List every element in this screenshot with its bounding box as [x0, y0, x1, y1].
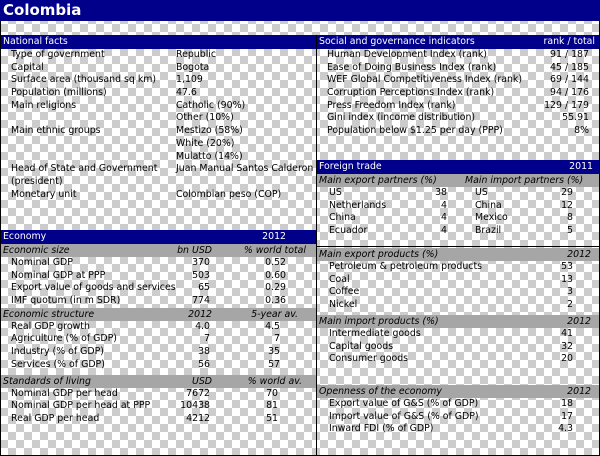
row-label: Nickel	[329, 299, 358, 311]
row-value: White (20%)	[176, 137, 235, 149]
list-item	[1, 388, 316, 401]
list-item	[1, 270, 316, 283]
list-item	[1, 62, 316, 75]
list-item	[317, 423, 599, 436]
row-value: 69 / 144	[550, 74, 589, 86]
row-label: Export value of goods and services	[11, 282, 176, 294]
column-label: 5-year av.	[251, 308, 298, 320]
export-products-label: Main export products (%)	[319, 249, 439, 260]
list-item	[1, 138, 316, 151]
row-label: Consumer goods	[329, 353, 409, 365]
row-value: 0.36	[265, 295, 286, 307]
list-item	[1, 359, 316, 372]
row-label: Nominal GDP at PPP	[11, 269, 106, 281]
list-item	[317, 62, 599, 75]
list-item	[1, 125, 316, 138]
economic-size-label: Economic size	[3, 245, 70, 256]
list-item	[1, 321, 316, 334]
list-item	[1, 346, 316, 359]
row-value: 45 / 185	[550, 61, 589, 73]
export-partner-value: 4	[441, 199, 447, 211]
list-item	[1, 295, 316, 308]
list-item	[1, 112, 316, 125]
partners-list	[317, 187, 599, 238]
row-value: 2	[567, 299, 573, 311]
social-header	[317, 35, 599, 49]
list-item	[317, 87, 599, 100]
row-value: 370	[192, 257, 210, 268]
row-label: Capital	[11, 61, 44, 73]
row-value: 10438	[180, 400, 210, 412]
import-products-list	[317, 328, 599, 366]
row-label: Type of government	[11, 49, 105, 60]
row-value: Bogota	[176, 61, 210, 73]
row-value: 41	[561, 328, 573, 339]
export-partner-name: Ecuador	[329, 225, 368, 237]
row-label: Real GDP growth	[11, 320, 90, 332]
list-item	[1, 282, 316, 295]
row-value: 4212	[186, 412, 210, 424]
row-value: 17	[561, 410, 573, 422]
economic-structure-list	[1, 321, 316, 372]
year-label: 2011	[569, 161, 593, 172]
row-value: 7	[274, 333, 280, 345]
openness-list	[317, 398, 599, 436]
row-value: Mestizo (58%)	[176, 125, 243, 137]
row-label: Import value of G&S (% of GDP)	[329, 410, 479, 422]
row-value: Other (10%)	[176, 112, 234, 124]
import-partner-name: Brazil	[475, 225, 502, 237]
row-label: Population (millions)	[11, 87, 107, 99]
row-label: Human Development Index (rank)	[327, 49, 487, 60]
list-item	[1, 49, 316, 62]
export-partner-name: US	[329, 187, 342, 198]
economic-structure-subheader	[1, 308, 316, 321]
row-value: 65	[198, 282, 210, 294]
row-value: 503	[192, 269, 210, 281]
row-label: Press Freedom Index (rank)	[327, 99, 456, 111]
list-item	[1, 400, 316, 413]
section-title: Social and governance indicators	[319, 36, 475, 47]
social-list	[317, 49, 599, 138]
partners-subheader	[317, 174, 599, 187]
export-products-block	[317, 248, 599, 312]
export-partner-value: 4	[441, 225, 447, 237]
economy-header	[1, 230, 316, 244]
export-partners-label: Main export partners (%)	[319, 175, 437, 186]
row-label: Nominal GDP per head at PPP	[11, 400, 151, 412]
row-value: 7	[204, 333, 210, 345]
list-item	[1, 257, 316, 270]
list-item	[317, 328, 599, 341]
row-label: Ease of Doing Business Index (rank)	[327, 61, 497, 73]
row-value: 56	[198, 358, 210, 370]
row-value: 38	[198, 346, 210, 358]
list-item	[317, 49, 599, 62]
import-partners-label: Main import partners (%)	[465, 175, 584, 186]
row-value: 32	[561, 340, 573, 352]
import-partner-value: 5	[567, 225, 573, 237]
row-value: Catholic (90%)	[176, 99, 246, 111]
export-partner-value: 4	[441, 212, 447, 224]
import-products-block	[317, 315, 599, 366]
list-item	[317, 74, 599, 87]
rank-total-label: rank / total	[543, 36, 595, 47]
row-label: Agriculture (% of GDP)	[11, 333, 117, 345]
row-label: Capital goods	[329, 340, 394, 352]
row-value: 57	[268, 358, 280, 370]
export-products-list	[317, 261, 599, 312]
import-partner-name: US	[475, 187, 488, 198]
column-label: USD	[191, 375, 212, 387]
row-value: 3	[567, 286, 573, 298]
row-label: Inward FDI (% of GDP)	[329, 423, 434, 435]
row-label: Coal	[329, 273, 350, 285]
row-value: 91 / 187	[550, 49, 589, 60]
row-value: 4.3	[558, 423, 573, 435]
economic-size-list	[1, 257, 316, 308]
row-value: 0.29	[265, 282, 286, 294]
social-section	[317, 35, 599, 138]
section-title: National facts	[3, 36, 68, 47]
openness-subheader	[317, 385, 599, 398]
export-partner-value: 38	[435, 187, 447, 198]
row-value: 4.5	[265, 320, 280, 332]
row-label: Main ethnic groups	[11, 125, 101, 137]
national-facts-list	[1, 49, 316, 201]
foreign-trade-section	[317, 160, 599, 435]
economy-section	[1, 230, 316, 426]
list-item	[317, 398, 599, 411]
list-item	[1, 163, 316, 176]
row-label: Petroleum & petroleum products	[329, 261, 483, 272]
row-value: 47.6	[176, 87, 197, 99]
openness-label: Openness of the economy	[319, 386, 442, 397]
row-label: Real GDP per head	[11, 412, 100, 424]
row-value: Juan Manual Santos Calderon	[176, 163, 314, 175]
column-label: 2012	[188, 308, 212, 320]
import-partner-name: Mexico	[475, 212, 508, 224]
economic-size-subheader	[1, 244, 316, 257]
standards-of-living-label: Standards of living	[3, 375, 91, 387]
row-label: WEF Global Competitiveness Index (rank)	[327, 74, 522, 86]
row-value: 774	[192, 295, 210, 307]
year-label: 2012	[262, 231, 286, 242]
import-partner-value: 8	[567, 212, 573, 224]
row-value: 4.0	[195, 320, 210, 332]
export-partner-name: China	[329, 212, 356, 224]
import-products-label: Main import products (%)	[319, 316, 439, 327]
row-label: Industry (% of GDP)	[11, 346, 104, 358]
row-value: 0.60	[265, 269, 286, 281]
list-item	[317, 100, 599, 113]
row-value: 81	[266, 400, 278, 412]
row-label: Corruption Perceptions Index (rank)	[327, 87, 495, 99]
row-value: 20	[561, 353, 573, 365]
list-item	[1, 100, 316, 113]
row-value: 0.52	[265, 257, 286, 268]
row-label: Export value of G&S (% of GDP)	[329, 398, 479, 409]
row-value: 13	[561, 273, 573, 285]
row-value: 8%	[574, 125, 589, 137]
divider	[317, 246, 599, 247]
list-item	[1, 333, 316, 346]
row-label: Intermediate goods	[329, 328, 421, 339]
row-label: Head of State and Government	[11, 163, 158, 175]
list-item	[317, 212, 599, 225]
national-facts-header	[1, 35, 316, 49]
year-label: 2012	[567, 386, 591, 397]
row-value: 70	[266, 387, 278, 399]
section-title: Economy	[3, 231, 47, 242]
row-label: Population below $1.25 per day (PPP)	[327, 125, 503, 137]
economic-structure-label: Economic structure	[3, 308, 95, 320]
row-value: 18	[561, 398, 573, 409]
row-label: Nominal GDP	[11, 257, 73, 268]
row-label: Gini index (income distribution)	[327, 112, 476, 124]
import-products-subheader	[317, 315, 599, 328]
column-label: bn USD	[177, 245, 212, 256]
export-partner-name: Netherlands	[329, 199, 387, 211]
import-partner-value: 29	[561, 187, 573, 198]
list-item	[1, 74, 316, 87]
row-label: (president)	[11, 175, 63, 187]
list-item	[1, 176, 316, 189]
row-label: Services (% of GDP)	[11, 358, 105, 370]
list-item	[1, 87, 316, 100]
row-label: Main religions	[11, 99, 77, 111]
row-value: 53	[561, 261, 573, 272]
list-item	[1, 413, 316, 426]
openness-block	[317, 385, 599, 436]
year-label: 2012	[567, 249, 591, 260]
list-item	[317, 261, 599, 274]
import-partner-name: China	[475, 199, 502, 211]
standards-of-living-list	[1, 388, 316, 426]
list-item	[317, 112, 599, 125]
column-label: % world av.	[247, 375, 302, 387]
year-label: 2012	[567, 316, 591, 327]
row-label: Nominal GDP per head	[11, 387, 118, 399]
row-label: Coffee	[329, 286, 360, 298]
section-title: Foreign trade	[319, 161, 382, 172]
list-item	[317, 341, 599, 354]
list-item	[317, 200, 599, 213]
row-value: 129 / 179	[544, 99, 589, 111]
row-value: 1,109	[176, 74, 203, 86]
row-value: 35	[268, 346, 280, 358]
page-title: Colombia	[0, 0, 600, 21]
list-item	[317, 286, 599, 299]
list-item	[317, 274, 599, 287]
national-facts-section	[1, 35, 316, 201]
row-value: Colombian peso (COP)	[176, 188, 282, 200]
list-item	[317, 299, 599, 312]
list-item	[1, 189, 316, 202]
column-label: % world total	[243, 245, 306, 256]
list-item	[1, 151, 316, 164]
list-item	[317, 187, 599, 200]
export-products-subheader	[317, 248, 599, 261]
row-value: 7672	[186, 387, 210, 399]
row-label: Monetary unit	[11, 188, 77, 200]
list-item	[317, 125, 599, 138]
list-item	[317, 225, 599, 238]
row-value: 55.91	[562, 112, 589, 124]
list-item	[317, 411, 599, 424]
row-value: Mulatto (14%)	[176, 150, 243, 162]
row-label: IMF quotum (in m SDR)	[11, 295, 121, 307]
list-item	[317, 353, 599, 366]
import-partner-value: 12	[561, 199, 573, 211]
row-label: Surface area (thousand sq km)	[11, 74, 157, 86]
row-value: 51	[266, 412, 278, 424]
foreign-trade-header	[317, 160, 599, 174]
row-value: 94 / 176	[550, 87, 589, 99]
standards-of-living-subheader	[1, 375, 316, 388]
row-value: Republic	[176, 49, 217, 60]
